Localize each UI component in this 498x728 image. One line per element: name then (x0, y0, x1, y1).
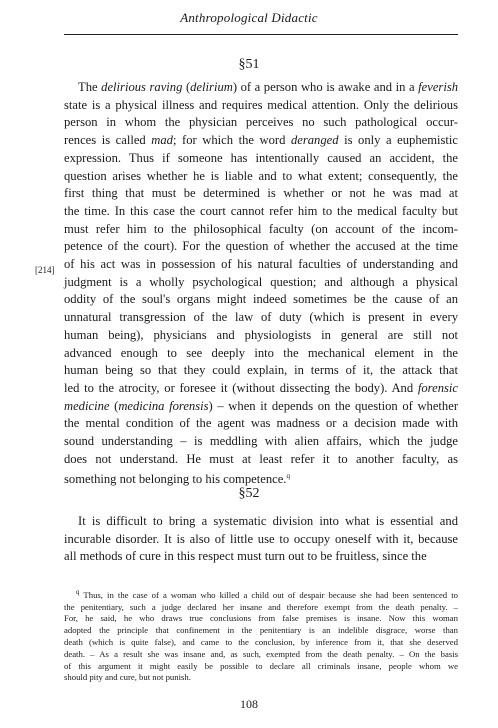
text-line: For, he said, he who draws true conclusions from false premises is insane. Now this woman (64, 613, 458, 624)
text-line: all methods of cure in this respect must turn out to be fruitless, since the (64, 549, 427, 564)
text-line: sound understanding – is meddling with alien affairs, which the judge (64, 434, 458, 449)
text-line: petence of the court). For the question of whether the accused at the time (64, 239, 458, 254)
text-line: should pity and cure, but not punish. (64, 672, 191, 683)
text-line: expression. Thus if someone has intentionally caused an accident, the (64, 150, 458, 165)
text-line: adopted the principle that confinement in the penitentiary is an indelible disgrace, worse than (64, 625, 458, 636)
text-line: human being so that they could explain, in terms of it, the attack that (64, 363, 458, 378)
text-line: $^q$ Thus, in the case of a woman who killed a child out of despair because she had been sentenced to (76, 588, 458, 600)
footnote-q (64, 587, 458, 684)
section-heading-52: §52 (238, 486, 260, 501)
text-line: something not belonging to his competence.$^q$ (64, 472, 290, 487)
text-line: It is difficult to bring a systematic division into what is essential and (78, 514, 458, 528)
text-line: judgment is a wholly psychological question; and although a physical (64, 274, 458, 289)
page-number: 108 (240, 697, 258, 711)
text-line: the penitentiary, such a judge declared her insane and therefore exempt from the death penalty. – (64, 601, 458, 612)
text-line: incurable disorder. It is also of little use to occupy oneself with it, because (64, 531, 458, 546)
text-line: first thing that must be determined is whether or not he was mad at (64, 186, 458, 201)
text-line: the time. In this case the court cannot refer him to the medical faculty but (64, 203, 458, 218)
section-52-paragraph (64, 513, 458, 566)
text-line: the mental condition of the agent was madness or a decision made with (64, 416, 458, 431)
text-line: unnatural transgression of the law of duty (which is present in every (64, 310, 458, 325)
text-line: of this argument it might easily be possible to declare all criminals insane, people whom we (64, 660, 458, 671)
section-51-paragraph (64, 79, 458, 489)
text-line: led to the atrocity, or foresee it (without dissecting the body). And forensic (64, 380, 458, 395)
text-line: death. – As a result she was insane and, as such, exempted from the death penalty. – On the basis (64, 648, 458, 659)
text-line: question arises whether he is liable and to what extent; consequently, the (64, 168, 458, 183)
section-heading-51: §51 (238, 57, 260, 72)
text-line: oddity of the soul's organs might indeed sometimes be the cause of an (64, 292, 458, 307)
text-line: rences is called mad; for which the word deranged is only a euphemistic (64, 133, 458, 148)
header-rule (64, 34, 458, 35)
text-line: does not understand. He must at least refer it to another faculty, as (64, 451, 458, 466)
text-line: death (which is quite false), and came to the conclusion, by inference from it, that she deserved (64, 637, 458, 648)
text-line: of his act was in possession of his natural faculties of understanding and (64, 257, 458, 272)
text-line: person in whom the physician perceives no such pathological occur- (64, 115, 458, 130)
text-line: state is a physical illness and requires medical attention. Only the delirious (64, 97, 458, 112)
text-line: advanced enough to see deeply into the mechanical element in the (64, 345, 458, 360)
running-head: Anthropological Didactic (180, 10, 318, 25)
text-line: human being), physicians and physiologists in general are still not (64, 327, 458, 342)
text-line: medicine (medicina forensis) – when it depends on the question of whether (64, 398, 459, 413)
text-line: must refer him to the philosophical faculty (on account of the incom- (64, 221, 458, 236)
text-line: The delirious raving (delirium) of a person who is awake and in a feverish (78, 80, 459, 94)
margin-page-reference: [214] (35, 265, 55, 275)
